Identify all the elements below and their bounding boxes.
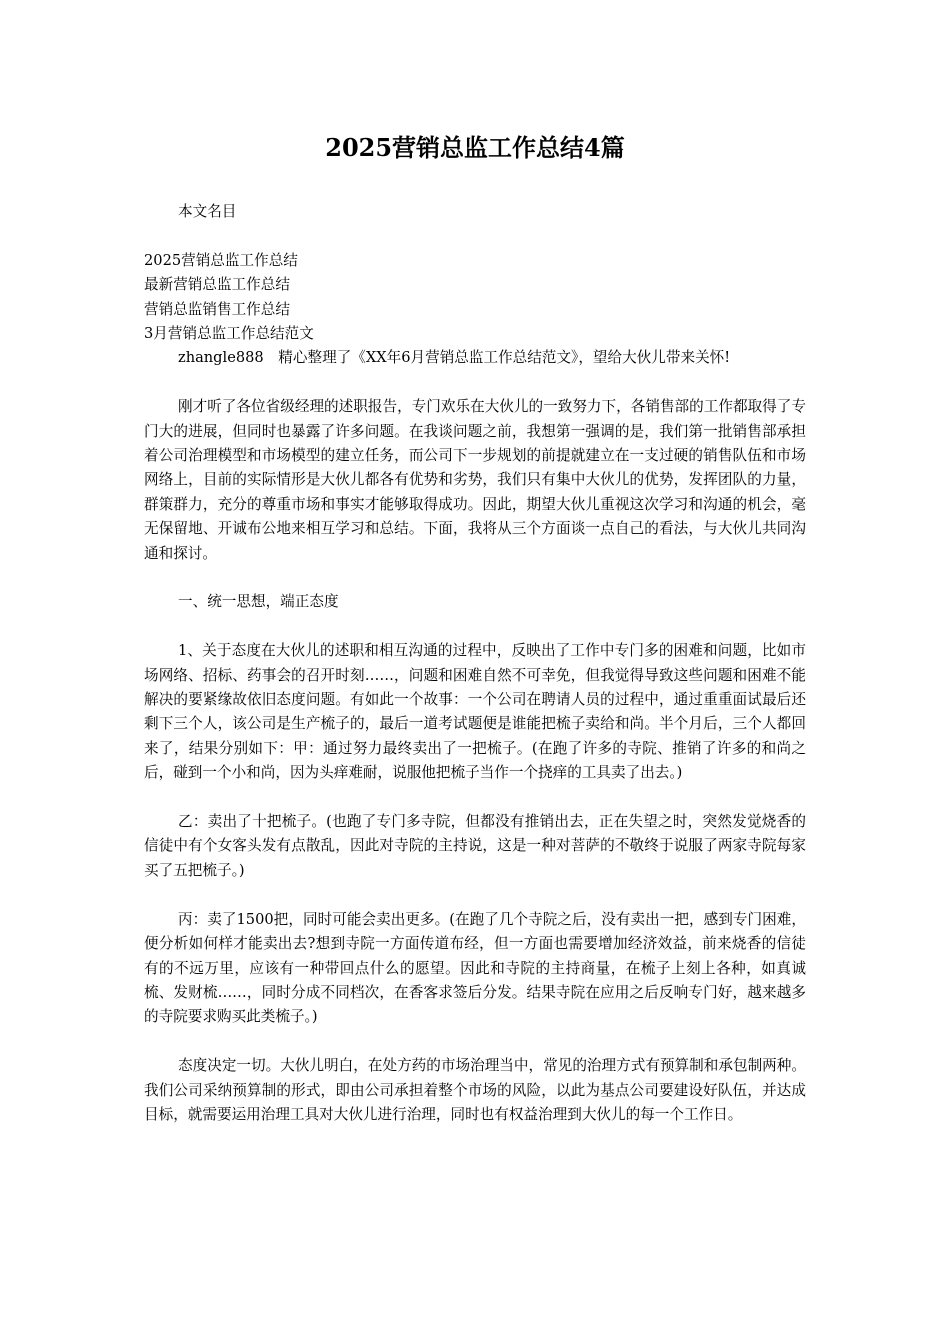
intro-line: zhangle888 精心整理了《XX年6月营销总监工作总结范文》，望给大伙儿带来关怀! [178,349,731,367]
body-paragraph: 丙：卖了1500把，同时可能会卖出更多。(在跑了几个寺院之后，没有卖出一把，感到专门困难，便分析如何样才能卖出去?想到寺院一方面传道布经，但一方面也需要增加经济效益，前来烧香的信徒有的不远万里，应该有一种带回点什么的愿望。因此和寺院的主持商量，在梳子上刻上各种，如真诚梳、发财梳……，同时分成不同档次，在香客求签后分发。结果寺院在应用之后反响专门好，越来越多的寺院要求购买此类梳子。) [144,910,806,1026]
blank-line [144,371,806,395]
section-heading: 一、统一思想，端正态度 [178,593,339,611]
toc-item: 最新营销总监工作总结 [144,276,290,294]
blank-line [144,786,806,810]
toc-item: 3月营销总监工作总结范文 [144,325,314,343]
document-title: 2025营销总监工作总结4篇 [325,133,625,162]
blank-line [144,224,806,248]
blank-line [144,615,806,639]
document-body [144,200,806,1127]
toc-heading: 本文名目 [178,203,237,220]
body-paragraph: 乙：卖出了十把梳子。(也跑了专门多寺院，但都没有推销出去，正在失望之时，突然发觉烧香的信徒中有个女客头发有点散乱，因此对寺院的主持说，这是一种对菩萨的不敬终于说服了两家寺院每家买了五把梳子。) [144,813,806,879]
body-paragraph: 1、关于态度在大伙儿的述职和相互沟通的过程中，反映出了工作中专门多的困难和问题，比如市场网络、招标、药事会的召开时刻……，问题和困难自然不可幸免，但我觉得导致这些问题和困难不能解决的要紧缘故依旧态度问题。有如此一个故事：一个公司在聘请人员的过程中，通过重重面试最后还剩下三个人，该公司是生产梳子的，最后一道考试题便是谁能把梳子卖给和尚。半个月后，三个人都回来了，结果分别如下：甲：通过努力最终卖出了一把梳子。(在跑了许多的寺院、推销了许多的和尚之后，碰到一个小和尚，因为头痒难耐，说服他把梳子当作一个挠痒的工具卖了出去。) [144,642,806,782]
body-paragraph: 刚才听了各位省级经理的述职报告，专门欢乐在大伙儿的一致努力下，各销售部的工作都取得了专门大的进展，但同时也暴露了许多问题。在我谈问题之前，我想第一强调的是，我们第一批销售部承担着公司治理模型和市场模型的建立任务，而公司下一步规划的前提就建立在一支过硬的销售队伍和市场网络上，目前的实际情形是大伙儿都各有优势和劣势，我们只有集中大伙儿的优势，发挥团队的力量，群策群力，充分的尊重市场和事实才能够取得成功。因此，期望大伙儿重视这次学习和沟通的机会，毫无保留地、开诚布公地来相互学习和总结。下面，我将从三个方面谈一点自己的看法，与大伙儿共同沟通和探讨。 [144,398,806,562]
body-paragraph: 态度决定一切。大伙儿明白，在处方药的市场治理当中，常见的治理方式有预算制和承包制两种。我们公司采纳预算制的形式，即由公司承担着整个市场的风险，以此为基点公司要建设好队伍，并达成目标，就需要运用治理工具对大伙儿进行治理，同时也有权益治理到大伙儿的每一个工作日。 [144,1057,806,1123]
blank-line [144,883,806,907]
blank-line [144,1030,806,1054]
toc-item: 营销总监销售工作总结 [144,300,290,318]
toc-item: 2025营销总监工作总结 [144,251,298,269]
blank-line [144,566,806,590]
